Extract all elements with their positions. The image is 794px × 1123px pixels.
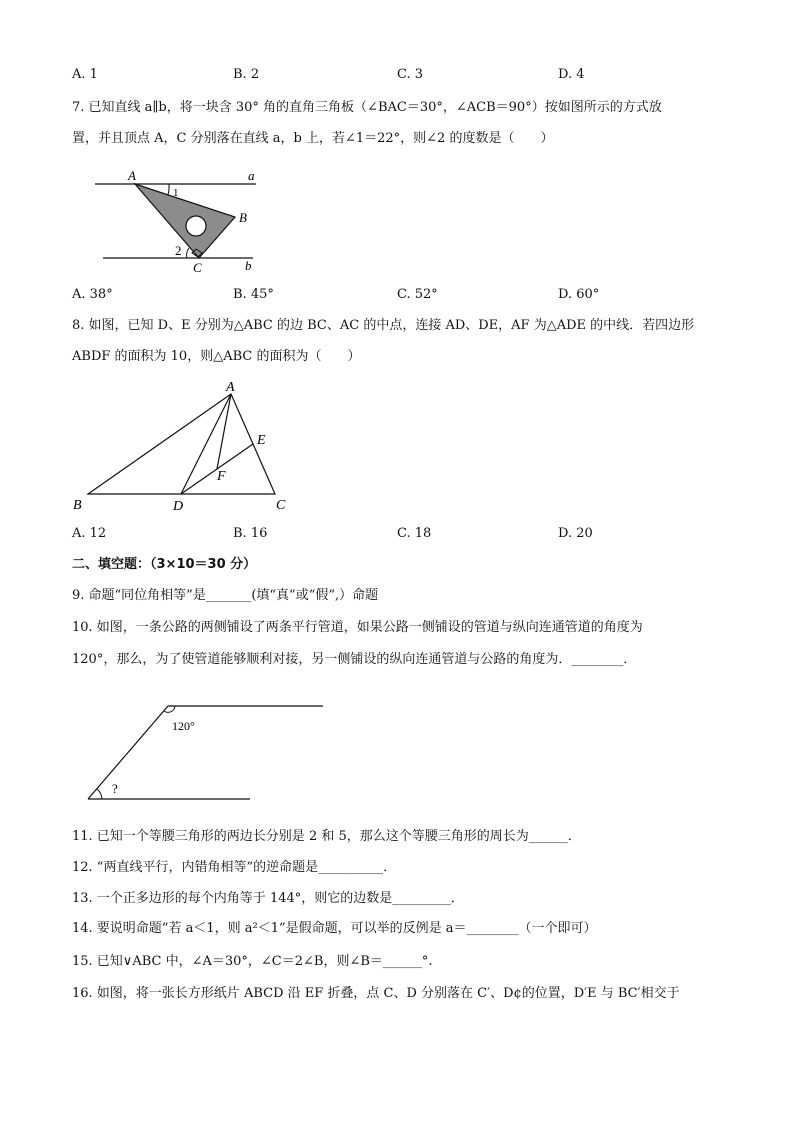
label-E: E — [257, 433, 266, 448]
q10-stem-line2: 120°，那么，为了使管道能够顺利对接，另一侧铺设的纵向连通管道与公路的角度为．________． — [72, 652, 637, 667]
triangle-ruler — [135, 184, 235, 258]
connecting-pipe — [88, 706, 168, 799]
q7-stem-line1: 7. 已知直线 a∥b，将一块含 30° 角的直角三角板（∠BAC＝30°，∠ACB＝90°）按如图所示的方式放 — [72, 100, 662, 115]
angle-2-arc — [187, 248, 189, 258]
label-C: C — [276, 498, 286, 513]
q9-text: 9. 命题“同位角相等”是_______(填“真”或“假”,）命题 — [72, 588, 379, 603]
q11-text: 11. 已知一个等腰三角形的两边长分别是 2 和 5，那么这个等腰三角形的周长为______． — [72, 829, 581, 844]
q10-stem-line1: 10. 如图，一条公路的两侧铺设了两条平行管道，如果公路一侧铺设的管道与纵向连通管道的角度为 — [72, 620, 643, 635]
q6-option-d[interactable]: D. 4 — [558, 67, 585, 82]
q8-option-c[interactable]: C. 18 — [397, 526, 432, 541]
q8-figure-triangle — [70, 376, 300, 516]
label-line-a: a — [248, 168, 255, 183]
q6-option-b[interactable]: B. 2 — [233, 67, 260, 82]
q15-text: 15. 已知∨ABC 中，∠A＝30°，∠C＝2∠B，则∠B＝______°. — [72, 954, 433, 969]
q8-option-d[interactable]: D. 20 — [558, 526, 593, 541]
label-B: B — [73, 498, 82, 513]
label-line-b: b — [245, 258, 252, 273]
q6-option-a[interactable]: A. 1 — [72, 67, 98, 82]
segment-af — [217, 394, 231, 469]
q7-options — [72, 286, 732, 304]
label-B: B — [239, 210, 247, 225]
q8-options — [72, 525, 732, 543]
q8-option-a[interactable]: A. 12 — [72, 526, 107, 541]
q14-text: 14. 要说明命题“若 a＜1，则 a²＜1”是假命题，可以举的反例是 a＝________（一个即可） — [72, 921, 597, 936]
label-C: C — [193, 260, 202, 275]
angle-1-arc — [168, 184, 169, 195]
q10-figure-pipes — [80, 698, 340, 808]
q12-text: 12. “两直线平行，内错角相等”的逆命题是__________． — [72, 860, 397, 875]
q8-option-b[interactable]: B. 16 — [233, 526, 268, 541]
q16-text: 16. 如图，将一张长方形纸片 ABCD 沿 EF 折叠，点 C、D 分别落在 C′、D¢的位置，D′E 与 BC′相交于 — [72, 986, 680, 1001]
label-angle-1: 1 — [173, 187, 179, 199]
q7-option-b[interactable]: B. 45° — [233, 287, 274, 302]
q8-stem-line2: ABDF 的面积为 10，则△ABC 的面积为（ ） — [72, 349, 361, 364]
q6-option-c[interactable]: C. 3 — [397, 67, 424, 82]
label-F: F — [217, 469, 226, 484]
label-angle-2: 2 — [175, 243, 182, 258]
q7-option-c[interactable]: C. 52° — [397, 287, 438, 302]
q7-option-d[interactable]: D. 60° — [558, 287, 600, 302]
label-angle-120: 120° — [172, 719, 195, 733]
label-angle-question: ? — [112, 781, 118, 796]
q6-options — [72, 66, 732, 84]
q7-figure-triangle-ruler — [88, 164, 278, 276]
q7-option-a[interactable]: A. 38° — [72, 287, 113, 302]
q7-stem-line2: 置，并且顶点 A，C 分别落在直线 a，b 上，若∠1＝22°，则∠2 的度数是（ ） — [72, 131, 554, 146]
angle-question-arc — [97, 789, 102, 799]
q8-stem-line1: 8. 如图，已知 D、E 分别为△ABC 的边 BC、AC 的中点，连接 AD、DE，AF 为△ADE 的中线．若四边形 — [72, 318, 695, 333]
label-D: D — [173, 499, 184, 514]
ruler-hole — [186, 216, 206, 236]
section-fill-in-heading: 二、填空题：（3×10＝30 分） — [72, 557, 257, 572]
label-A: A — [226, 380, 235, 395]
label-A: A — [128, 168, 136, 183]
q13-text: 13. 一个正多边形的每个内角等于 144°，则它的边数是_________． — [72, 891, 464, 906]
triangle-abc — [88, 394, 275, 494]
